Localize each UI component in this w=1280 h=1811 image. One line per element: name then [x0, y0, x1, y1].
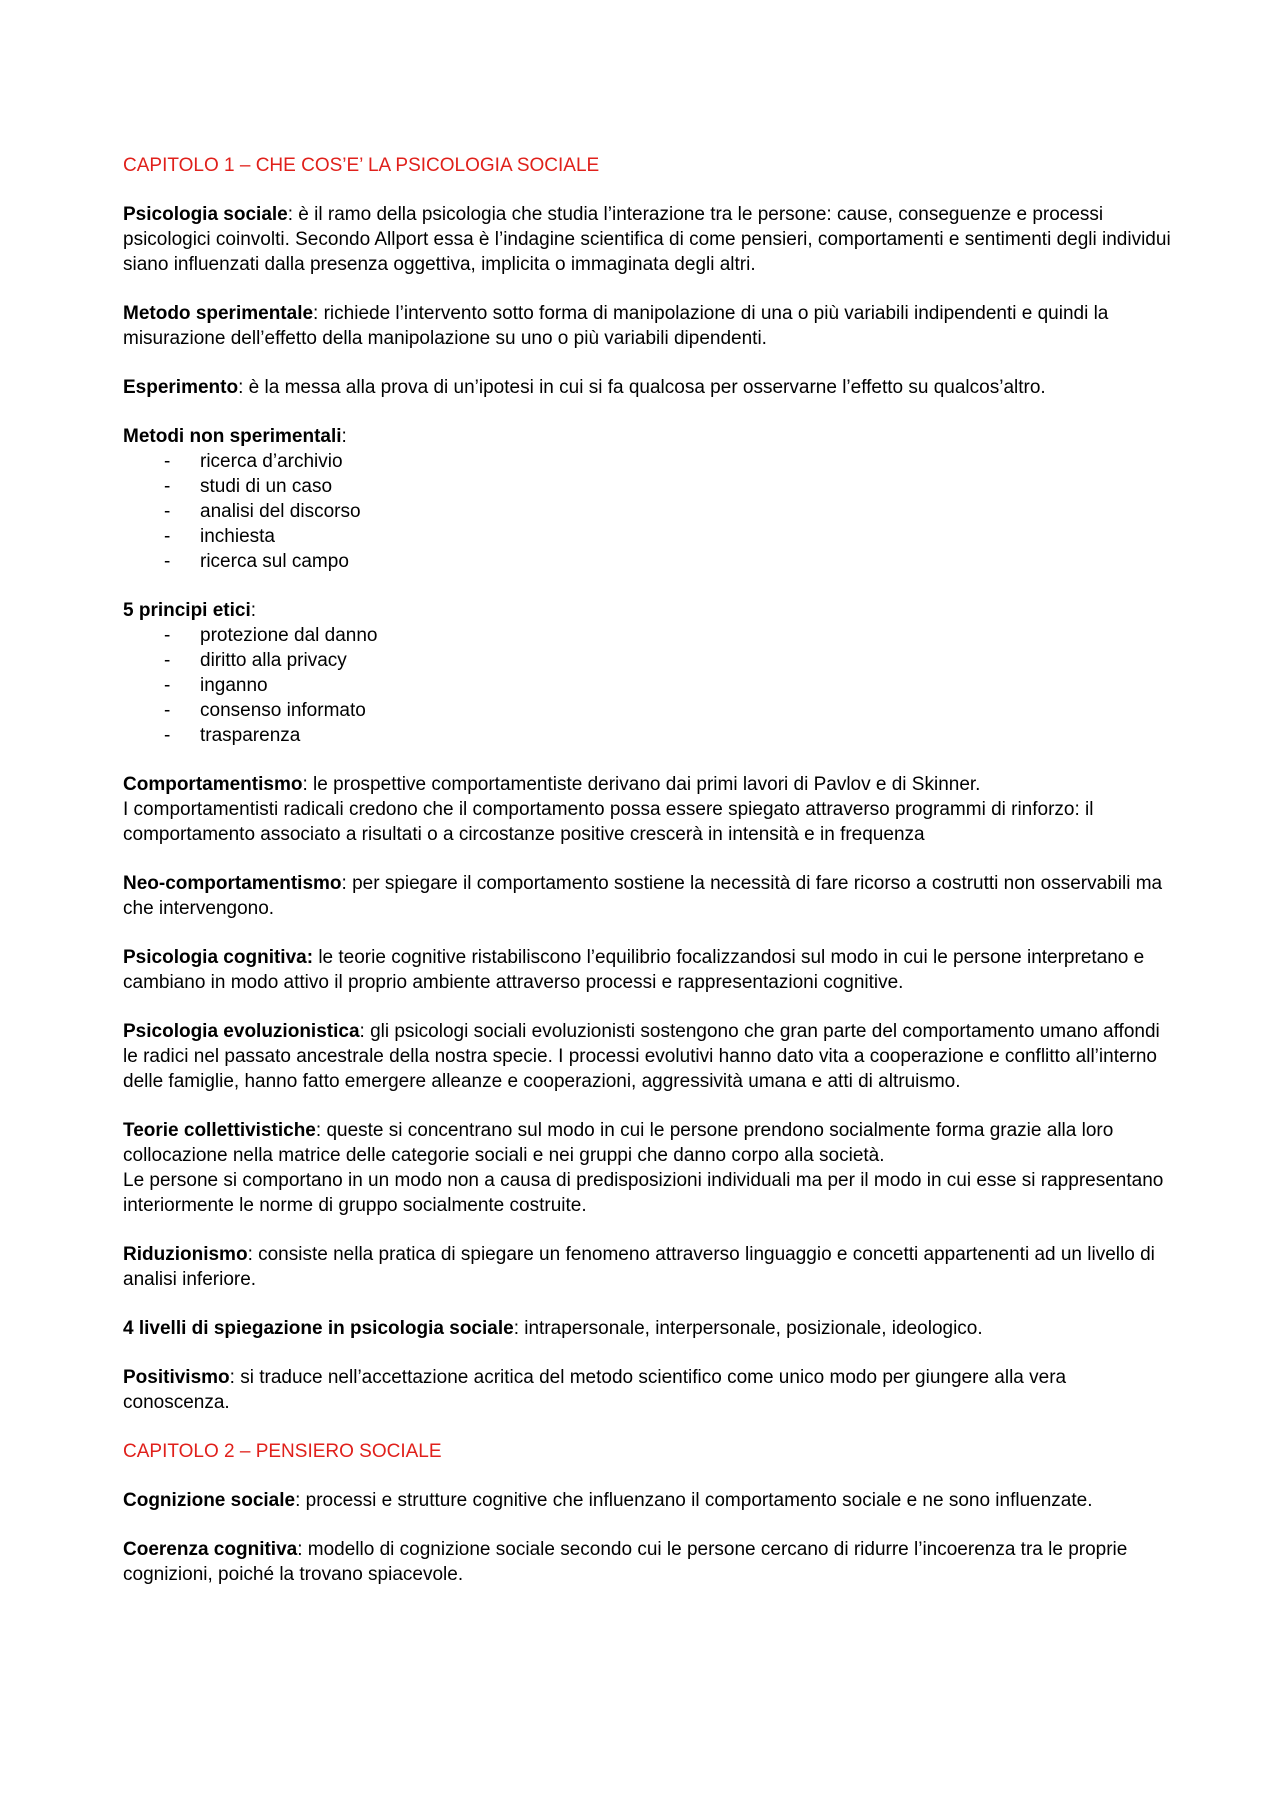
- list-item-text: studi di un caso: [200, 476, 333, 497]
- definition-teorie-collettivistiche: [123, 1118, 1173, 1218]
- term: Esperimento: [123, 377, 239, 398]
- document-content: [123, 153, 1173, 1611]
- list-item: [123, 549, 1173, 574]
- list-item: [123, 698, 1173, 723]
- definition-esperimento: [123, 375, 1173, 400]
- list-item-text: analisi del discorso: [200, 501, 361, 522]
- definition-text: : per spiegare il comportamento sostiene la necessità di fare ricorso a costrutti non osservabili ma che intervengono.: [123, 873, 1163, 919]
- definition-positivismo: [123, 1365, 1173, 1415]
- definition-psicologia-sociale: [123, 202, 1173, 277]
- term: Cognizione sociale: [123, 1490, 296, 1511]
- list-item-text: trasparenza: [200, 725, 301, 746]
- definition-text: le teorie cognitive ristabiliscono l’equilibrio focalizzandosi sul modo in cui le persone interpretano e cambiano in modo attivo il proprio ambiente attraverso processi e rappresentazioni cognitive.: [123, 947, 1145, 993]
- dash-marker: -: [164, 675, 171, 696]
- definition-neo-comportamentismo: [123, 871, 1173, 921]
- list-item: [123, 648, 1173, 673]
- definition-text: : intrapersonale, interpersonale, posizionale, ideologico.: [513, 1318, 983, 1339]
- chapter-2-heading: CAPITOLO 2 – PENSIERO SOCIALE: [123, 1441, 442, 1462]
- definition-text: : richiede l’intervento sotto forma di manipolazione di una o più variabili indipendenti e quindi la misurazione dell’effetto della manipolazione su uno o più variabili dipendenti.: [123, 303, 1109, 349]
- dash-marker: -: [164, 526, 171, 547]
- definition-text: : processi e strutture cognitive che influenzano il comportamento sociale e ne sono influenzate.: [295, 1490, 1093, 1511]
- list-item: [123, 673, 1173, 698]
- list-item: [123, 623, 1173, 648]
- dash-marker: -: [164, 650, 171, 671]
- list-item-text: protezione dal danno: [200, 625, 378, 646]
- term: Psicologia cognitiva:: [123, 947, 314, 968]
- definition-coerenza-cognitiva: [123, 1537, 1173, 1587]
- definition-text: : le prospettive comportamentiste derivano dai primi lavori di Pavlov e di Skinner.: [302, 774, 981, 795]
- term: Comportamentismo: [123, 774, 303, 795]
- ethical-principles-heading: [123, 598, 1173, 623]
- definition-extra-text: I comportamentisti radicali credono che il comportamento possa essere spiegato attraverso programmi di rinforzo: il comportamento associato a risultati o a circostanze positive crescerà in intensità e in frequenza: [123, 799, 1094, 845]
- definition-text: : è la messa alla prova di un’ipotesi in cui si fa qualcosa per osservarne l’effetto su qualcos’altro.: [238, 377, 1046, 398]
- list-item: [123, 449, 1173, 474]
- term: Psicologia sociale: [123, 204, 288, 225]
- list-item-text: diritto alla privacy: [200, 650, 347, 671]
- list-item: [123, 524, 1173, 549]
- definition-comportamentismo: [123, 772, 1173, 847]
- term: Metodo sperimentale: [123, 303, 314, 324]
- term: Coerenza cognitiva: [123, 1539, 298, 1560]
- definition-text: : modello di cognizione sociale secondo cui le persone cercano di ridurre l’incoerenza tra le proprie cognizioni, poiché la trovano spiacevole.: [123, 1539, 1128, 1585]
- list-item: [123, 499, 1173, 524]
- term: Neo-comportamentismo: [123, 873, 342, 894]
- dash-marker: -: [164, 551, 171, 572]
- term: 4 livelli di spiegazione in psicologia sociale: [123, 1318, 514, 1339]
- term: Psicologia evoluzionistica: [123, 1021, 360, 1042]
- term: 5 principi etici: [123, 600, 251, 621]
- list-item: [123, 474, 1173, 499]
- definition-extra-text: Le persone si comportano in un modo non a causa di predisposizioni individuali ma per il modo in cui esse si rappresentano interiormente le norme di gruppo socialmente costruite.: [123, 1170, 1164, 1216]
- list-item-text: ricerca sul campo: [200, 551, 349, 572]
- dash-marker: -: [164, 451, 171, 472]
- non-experimental-methods-heading: [123, 424, 1173, 449]
- definition-text: : gli psicologi sociali evoluzionisti sostengono che gran parte del comportamento umano affondi le radici nel passato ancestrale della nostra specie. I processi evolutivi hanno dato vita a cooperazione e conflitto all’interno delle famiglie, hanno fatto emergere alleanze e cooperazioni, aggressività umana e atti di altruismo.: [123, 1021, 1160, 1092]
- term: Teorie collettivistiche: [123, 1120, 316, 1141]
- term: Positivismo: [123, 1367, 230, 1388]
- definition-psicologia-cognitiva: [123, 945, 1173, 995]
- dash-marker: -: [164, 501, 171, 522]
- term-suffix: :: [250, 600, 257, 621]
- dash-marker: -: [164, 700, 171, 721]
- definition-text: : si traduce nell’accettazione acritica del metodo scientifico come unico modo per giungere alla vera conoscenza.: [123, 1367, 1067, 1413]
- definition-text: : è il ramo della psicologia che studia l’interazione tra le persone: cause, conseguenze e processi psicologici coinvolti. Secondo Allport essa è l’indagine scientifica di come pensieri, comportamenti e sentimenti degli individui siano influenzati dalla presenza oggettiva, implicita o immaginata degli altri.: [123, 204, 1171, 275]
- term: Metodi non sperimentali: [123, 426, 342, 447]
- list-item-text: inchiesta: [200, 526, 275, 547]
- definition-text: : consiste nella pratica di spiegare un fenomeno attraverso linguaggio e concetti appartenenti ad un livello di analisi inferiore.: [123, 1244, 1155, 1290]
- dash-marker: -: [164, 725, 171, 746]
- list-item-text: inganno: [200, 675, 268, 696]
- definition-cognizione-sociale: [123, 1488, 1173, 1513]
- definition-metodo-sperimentale: [123, 301, 1173, 351]
- definition-livelli-spiegazione: [123, 1316, 1173, 1341]
- dash-marker: -: [164, 476, 171, 497]
- dash-marker: -: [164, 625, 171, 646]
- non-experimental-methods-list: [123, 449, 1173, 574]
- list-item-text: consenso informato: [200, 700, 366, 721]
- definition-psicologia-evoluzionistica: [123, 1019, 1173, 1094]
- ethical-principles-list: [123, 623, 1173, 748]
- list-item: [123, 723, 1173, 748]
- list-item-text: ricerca d’archivio: [200, 451, 343, 472]
- definition-text: : queste si concentrano sul modo in cui le persone prendono socialmente forma grazie alla loro collocazione nella matrice delle categorie sociali e nei gruppi che danno corpo alla società.: [123, 1120, 1114, 1166]
- definition-riduzionismo: [123, 1242, 1173, 1292]
- term-suffix: :: [341, 426, 347, 447]
- term: Riduzionismo: [123, 1244, 248, 1265]
- chapter-1-heading: CAPITOLO 1 – CHE COS’E’ LA PSICOLOGIA SOCIALE: [123, 155, 600, 176]
